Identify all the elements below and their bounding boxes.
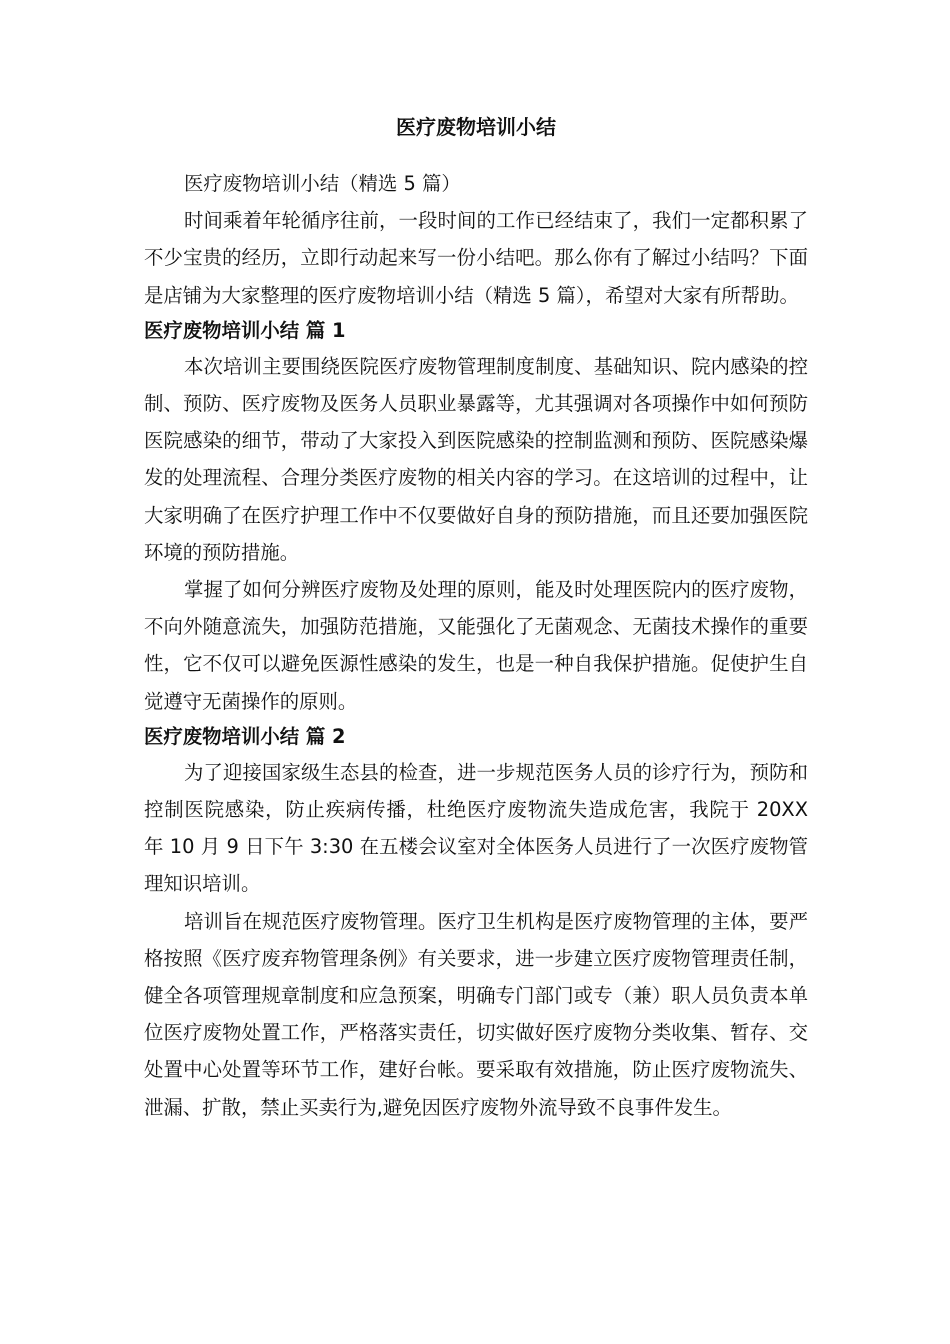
intro-paragraph: 时间乘着年轮循序往前，一段时间的工作已经结束了，我们一定都积累了不少宝贵的经历，立即行动起来写一份小结吧。那么你有了解过小结吗？下面是店铺为大家整理的医疗废物培训小结（精选 5 篇），希望对大家有所帮助。 [144, 209, 808, 307]
document-subtitle: 医疗废物培训小结（精选 5 篇） [184, 172, 461, 195]
section-heading: 医疗废物培训小结 篇 2 [144, 724, 346, 748]
document-title: 医疗废物培训小结 [396, 115, 556, 139]
section-1 [144, 314, 808, 720]
document-page [144, 102, 808, 1126]
section-2 [144, 720, 808, 1126]
section-paragraph: 为了迎接国家级生态县的检查，进一步规范医务人员的诊疗行为，预防和控制医院感染，防止疾病传播，杜绝医疗废物流失造成危害，我院于 20XX 年 10 月 9 日下午 3:30 在五楼会议室对全体医务人员进行了一次医疗废物管理知识培训。 [144, 760, 808, 896]
section-paragraph: 掌握了如何分辨医疗废物及处理的原则，能及时处理医院内的医疗废物，不向外随意流失，加强防范措施，又能强化了无菌观念、无菌技术操作的重要性，它不仅可以避免医源性感染的发生，也是一种自我保护措施。促使护生自觉遵守无菌操作的原则。 [144, 578, 808, 713]
section-heading: 医疗废物培训小结 篇 1 [144, 318, 346, 342]
section-paragraph: 本次培训主要围绕医院医疗废物管理制度制度、基础知识、院内感染的控制、预防、医疗废物及医务人员职业暴露等，尤其强调对各项操作中如何预防医院感染的细节，带动了大家投入到医院感染的控制监测和预防、医院感染爆发的处理流程、合理分类医疗废物的相关内容的学习。在这培训的过程中，让大家明确了在医疗护理工作中不仅要做好自身的预防措施，而且还要加强医院环境的预防措施。 [144, 354, 808, 564]
section-paragraph: 培训旨在规范医疗废物管理。医疗卫生机构是医疗废物管理的主体，要严格按照《医疗废弃物管理条例》有关要求，进一步建立医疗废物管理责任制，健全各项管理规章制度和应急预案，明确专门部门或专（兼）职人员负责本单位医疗废物处置工作，严格落实责任，切实做好医疗废物分类收集、暂存、交处置中心处置等环节工作，建好台帐。要采取有效措施，防止医疗废物流失、泄漏、扩散，禁止买卖行为,避免因医疗废物外流导致不良事件发生。 [144, 909, 808, 1119]
